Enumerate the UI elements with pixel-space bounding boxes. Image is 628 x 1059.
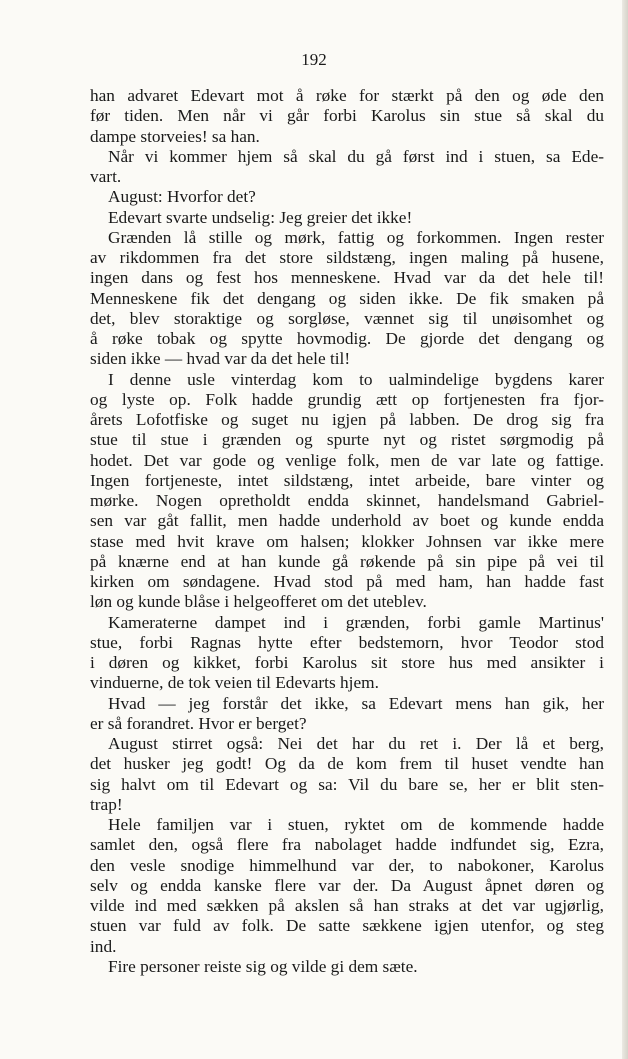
- paragraph: [90, 734, 604, 815]
- text-line: er så forandret. Hvor er berget?: [90, 713, 307, 733]
- text-line: Hvad — jeg forstår det ikke, sa Edevart mens han gik, her: [108, 693, 604, 713]
- text-line: ind.: [90, 936, 117, 956]
- paragraph: [90, 86, 604, 147]
- text-line: selv og endda kanske flere var der. Da August åpnet døren og: [90, 875, 604, 895]
- text-line: sig halvt om til Edevart og sa: Vil du bare se, her er blit sten-: [90, 774, 604, 794]
- body-text: [90, 86, 604, 977]
- page-number: 192: [301, 50, 327, 69]
- paragraph: [90, 228, 604, 370]
- text-line: siden ikke — hvad var da det hele til!: [90, 349, 351, 369]
- text-line: August: Hvorfor det?: [108, 187, 256, 207]
- text-line: vilde ind med sækken på akslen så han straks at det var ugjørlig,: [90, 896, 604, 915]
- text-line: stue til stue i grænden og spurte nyt og ristet sørgmodig på: [90, 430, 604, 450]
- text-line: Ingen fortjeneste, intet sildstæng, intet arbeide, bare vinter og: [90, 470, 604, 490]
- text-line: ingen dans og fest hos menneskene. Hvad var da det hele til!: [90, 268, 604, 288]
- text-line: August stirret også: Nei det har du ret i. Der lå et berg,: [108, 734, 604, 753]
- paragraph: [90, 208, 604, 228]
- text-line: hodet. Det var gode og venlige folk, men de var late og fattige.: [90, 450, 604, 470]
- text-line: å røke tobak og spytte hovmodig. De gjorde det dengang og: [90, 329, 604, 348]
- page-edge: [622, 0, 628, 1059]
- text-line: av rikdommen fra det store sildstæng, ingen maling på husene,: [90, 248, 604, 267]
- text-line: vart.: [90, 167, 122, 186]
- paragraph: [90, 957, 604, 977]
- text-line: Kameraterne dampet ind i grænden, forbi gamle Martinus': [108, 612, 604, 632]
- text-line: Grænden lå stille og mørk, fattig og forkommen. Ingen rester: [108, 227, 604, 247]
- text-line: Edevart svarte undselig: Jeg greier det ikke!: [108, 207, 413, 227]
- paragraph: [90, 370, 604, 613]
- paragraph: [90, 187, 604, 207]
- paragraph: [90, 815, 604, 957]
- text-line: i døren og kikket, forbi Karolus sit store hus med ansikter i: [90, 653, 604, 672]
- text-line: den vesle snodige himmelhund var der, to nabokoner, Karolus: [90, 855, 604, 875]
- text-line: årets Lofotfiske og suget nu igjen på labben. De drog sig fra: [90, 410, 604, 429]
- text-line: han advaret Edevart mot å røke for stærkt på den og øde den: [90, 86, 604, 105]
- text-line: og lyste op. Folk hadde grundig ætt op fortjenesten fra fjor-: [90, 389, 604, 409]
- text-line: det husker jeg godt! Og da de kom frem til huset vendte han: [90, 754, 604, 774]
- text-line: vinduerne, de tok veien til Edevarts hjem.: [90, 673, 379, 693]
- text-line: stase med hvit krave om halsen; klokker Johnsen var ikke mere: [90, 531, 604, 551]
- text-line: I denne usle vinterdag kom to ualmindelige bygdens karer: [108, 369, 604, 389]
- text-line: det, blev storaktige og sorgløse, vænnet sig til unøisomhet og: [90, 308, 604, 328]
- text-line: kirken om søndagene. Hvad stod på med ham, han hadde fast: [90, 572, 604, 591]
- text-line: løn og kunde blåse i helgeofferet om det uteblev.: [90, 592, 427, 612]
- text-line: samlet den, også flere fra nabolaget hadde indfundet sig, Ezra,: [90, 835, 604, 855]
- text-line: før tiden. Men når vi går forbi Karolus sin stue så skal du: [90, 106, 604, 126]
- text-line: Hele familjen var i stuen, ryktet om de kommende hadde: [108, 815, 604, 834]
- text-line: trap!: [90, 794, 123, 814]
- paragraph: [90, 694, 604, 735]
- text-line: sen var gåt fallit, men hadde underhold av boet og kunde endda: [90, 511, 604, 531]
- text-line: stuen var fuld av folk. De satte sækkene igjen utenfor, og steg: [90, 916, 604, 936]
- text-line: stue, forbi Ragnas hytte efter bedstemorn, hvor Teodor stod: [90, 632, 604, 652]
- text-line: på knærne end at han kunde gå røkende på sin pipe på vei til: [90, 551, 604, 571]
- text-line: dampe storveies! sa han.: [90, 126, 260, 146]
- paragraph: [90, 613, 604, 694]
- text-line: Når vi kommer hjem så skal du gå først ind i stuen, sa Ede-: [108, 146, 604, 166]
- paragraph: [90, 147, 604, 188]
- text-line: mørke. Nogen opretholdt endda skinnet, handelsmand Gabriel-: [90, 491, 604, 510]
- text-line: Fire personer reiste sig og vilde gi dem sæte.: [108, 956, 418, 976]
- text-line: Menneskene fik det dengang og siden ikke. De fik smaken på: [90, 288, 604, 308]
